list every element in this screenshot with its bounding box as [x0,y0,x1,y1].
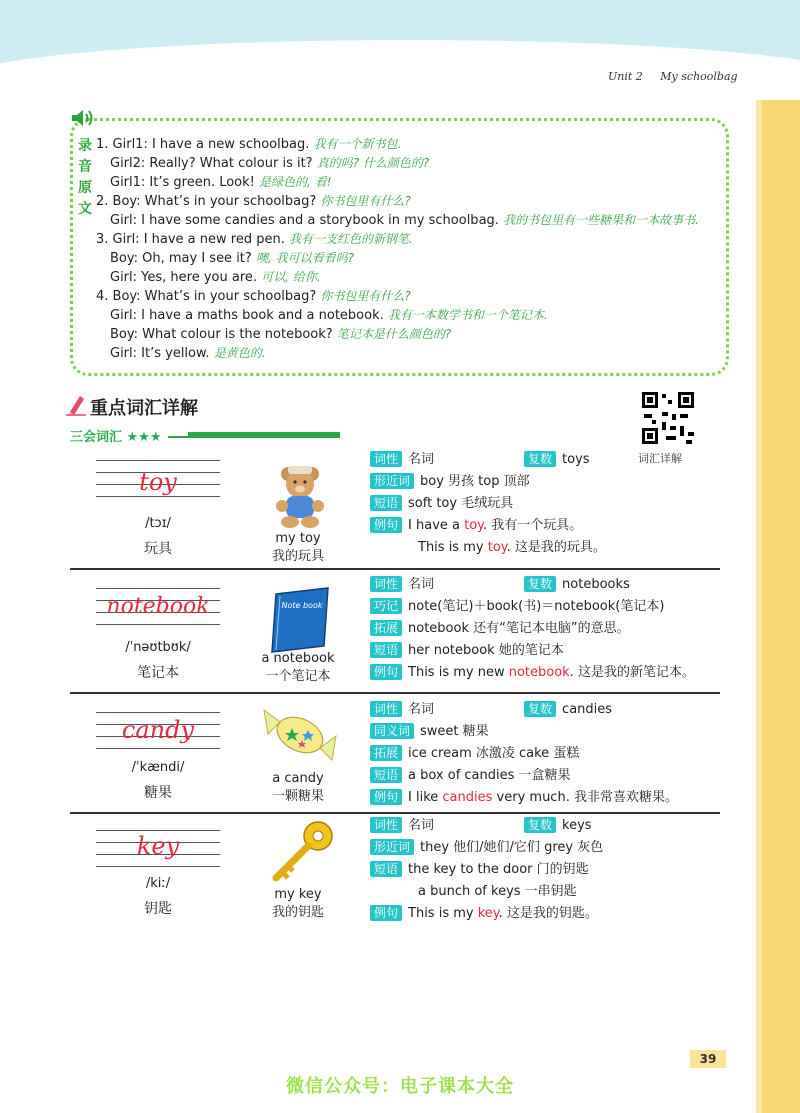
example-text: This is my new [408,665,509,680]
vocab-row [370,516,582,536]
row-text: candies [562,702,613,717]
vocab-row [370,904,598,924]
word-phonetic: /kiː/ [145,876,171,891]
highlight-word: key [477,906,499,921]
vocab-row [370,494,513,514]
word-script: key [136,832,180,860]
vocab-row [370,766,571,786]
transcript-line [110,154,429,171]
footer-watermark: 微信公众号：电子课本大全 [286,1076,514,1097]
line-cn: 噢, 我可以看看吗? [255,251,354,265]
tag-label: 形近词 [370,839,414,855]
label-char: 原 [78,180,92,196]
row-text: 名词 [408,702,435,717]
word-script: candy [121,716,195,744]
caption-en: a candy [272,771,324,786]
label-char: 文 [78,201,92,217]
caption-cn: 我的玩具 [271,549,324,564]
row-text: soft toy 毛绒玩具 [408,496,514,511]
transcript-line [110,268,321,285]
line-en: 4. Boy: What’s in your schoolbag? [96,289,317,304]
row-text: 名词 [408,452,435,467]
word-meaning: 笔记本 [137,665,179,681]
transcript-line [110,249,354,266]
row-text: 名词 [408,818,435,833]
tag-label: 词性 [370,576,402,592]
transcript-line [110,344,266,361]
line-cn: 笔记本是什么颜色的? [336,327,452,341]
line-cn: 我有一支红色的新钢笔. [289,232,413,246]
tag-label: 短语 [370,861,402,877]
line-en: Girl: I have some candies and a storybook in my schoolbag. [110,213,499,228]
transcript-line [110,306,548,323]
notebook-illustration [258,584,342,654]
tag-label: 复数 [524,701,556,717]
entry-divider [70,812,720,814]
caption-cn: 一个笔记本 [265,669,331,684]
word-script: toy [139,468,177,496]
section-title: 重点词汇详解 [90,398,198,419]
transcript-line [96,135,401,152]
tag-label: 巧记 [370,598,402,614]
highlight-word: notebook [508,665,570,680]
vocab-row [418,538,606,558]
example-text: I like [408,790,443,805]
word-phonetic: /tɔɪ/ [145,516,171,531]
qr-label: 词汇详解 [638,452,682,465]
line-cn: 我的书包里有一些糖果和一本故事书. [503,213,699,227]
tag-label: 拓展 [370,620,402,636]
example-text: very much. 我非常喜欢糖果。 [492,790,678,805]
tag-label: 同义词 [370,723,414,739]
example-text: . 我有一个玩具。 [483,518,583,533]
tag-label: 词性 [370,451,402,467]
word-script: notebook [106,594,210,619]
example-text: This is my [408,906,478,921]
word-phonetic: /ˈkændi/ [131,760,185,775]
vocab-row [370,619,630,639]
candy-illustration [258,700,342,770]
example-text: . 这是我的钥匙。 [498,906,598,921]
vocab-row [370,641,564,661]
tag-label: 例句 [370,905,402,921]
tag-label: 短语 [370,767,402,783]
vocab-row [370,472,530,492]
example-text: This is my [418,540,488,555]
vocab-row [370,722,489,742]
example-text: . 这是我的玩具。 [506,540,606,555]
subtitle-underline [168,436,338,438]
entry-divider [70,568,720,570]
transcript-line [96,230,413,247]
line-cn: 是黄色的. [213,346,266,360]
row-text: they 他们/她们/它们 grey 灰色 [420,840,604,855]
notebook-cover-text: Note book [281,601,323,610]
line-en: Boy: What colour is the notebook? [110,327,333,342]
transcript-label [78,136,94,220]
row-text: toys [562,452,590,467]
row-text: notebook 还有“笔记本电脑”的意思。 [408,621,630,636]
line-cn: 你书包里有什么? [320,194,411,208]
label-char: 录 [78,138,92,154]
caption-en: my key [274,887,322,902]
tag-label: 词性 [370,817,402,833]
pencil-icon [66,394,86,416]
line-en: 3. Girl: I have a new red pen. [96,232,285,247]
transcript-line [110,211,699,228]
tag-label: 短语 [370,495,402,511]
line-en: Girl: It’s yellow. [110,346,210,361]
highlight-word: candies [442,790,493,805]
line-en: Girl2: Really? What colour is it? [110,156,313,171]
vocab-row [370,744,579,764]
vocab-row [370,663,695,683]
picture-caption [248,650,348,686]
transcript-line [96,192,411,209]
picture-caption [248,770,348,806]
vocab-row [370,597,664,617]
line-en: Girl1: It’s green. Look! [110,175,255,190]
line-cn: 我有一本数学书和一个笔记本. [387,308,548,322]
vocab-row [370,450,590,470]
word-meaning: 糖果 [144,785,172,801]
caption-en: a notebook [261,651,335,666]
transcript-line [96,287,411,304]
line-cn: 我有一个新书包. [313,137,402,151]
tag-label: 例句 [370,664,402,680]
vocab-row [370,816,592,836]
qr-code-icon[interactable] [640,390,696,446]
tag-label: 词性 [370,701,402,717]
tag-label: 复数 [524,451,556,467]
side-strip [762,100,800,1113]
tag-label: 复数 [524,576,556,592]
tag-label: 形近词 [370,473,414,489]
line-en: Boy: Oh, may I see it? [110,251,252,266]
entry-divider [70,692,720,694]
highlight-word: toy [487,540,507,555]
picture-caption [248,886,348,922]
page-number: 39 [690,1050,726,1068]
row-text: keys [562,818,592,833]
row-text: the key to the door 门的钥匙 [408,862,589,877]
label-char: 音 [78,159,92,175]
caption-cn: 一颗糖果 [271,789,324,804]
running-header [608,70,752,83]
line-en: 2. Boy: What’s in your schoolbag? [96,194,317,209]
example-text: . 这是我的新笔记本。 [569,665,695,680]
highlight-word: toy [464,518,484,533]
row-text: 名词 [408,577,435,592]
tag-label: 复数 [524,817,556,833]
row-text: her notebook 她的笔记本 [408,643,564,658]
line-cn: 真的吗? 什么颜色的? [316,156,430,170]
section-subtitle: 三会词汇 ★★★ [70,430,162,445]
vocab-row [370,788,678,808]
caption-en: my toy [275,531,321,546]
transcript-line [110,325,451,342]
vocab-row [370,860,589,880]
vocab-row [370,575,630,595]
line-en: Girl: Yes, here you are. [110,270,258,285]
row-text: ice cream 冰激凌 cake 蛋糕 [408,746,580,761]
row-text: a box of candies 一盒糖果 [408,768,571,783]
word-phonetic: /ˈnəʊtbʊk/ [125,640,191,655]
tag-label: 例句 [370,517,402,533]
row-text: boy 男孩 top 顶部 [420,474,530,489]
row-text: a bunch of keys 一串钥匙 [418,884,577,899]
line-cn: 你书包里有什么? [320,289,411,303]
speaker-icon [70,108,96,128]
key-illustration [258,816,342,886]
caption-cn: 我的钥匙 [271,905,324,920]
tag-label: 例句 [370,789,402,805]
tag-label: 短语 [370,642,402,658]
teddy-bear-illustration [258,460,342,530]
line-cn: 可以, 给你. [261,270,321,284]
vocab-row [370,700,612,720]
unit-title: My schoolbag [660,70,738,83]
line-cn: 是绿色的, 看! [259,175,332,189]
row-text: sweet 糖果 [420,724,489,739]
line-en: Girl: I have a maths book and a notebook. [110,308,384,323]
line-en: 1. Girl1: I have a new schoolbag. [96,137,310,152]
vocab-row [370,838,603,858]
vocab-row [418,882,577,902]
picture-caption [248,530,348,566]
word-meaning: 钥匙 [144,901,172,917]
transcript-line [110,173,331,190]
tag-label: 拓展 [370,745,402,761]
unit-label: Unit 2 [608,70,643,83]
word-meaning: 玩具 [144,541,172,557]
row-text: notebooks [562,577,630,592]
example-text: I have a [408,518,465,533]
row-text: note(笔记)＋book(书)＝notebook(笔记本) [408,599,665,614]
